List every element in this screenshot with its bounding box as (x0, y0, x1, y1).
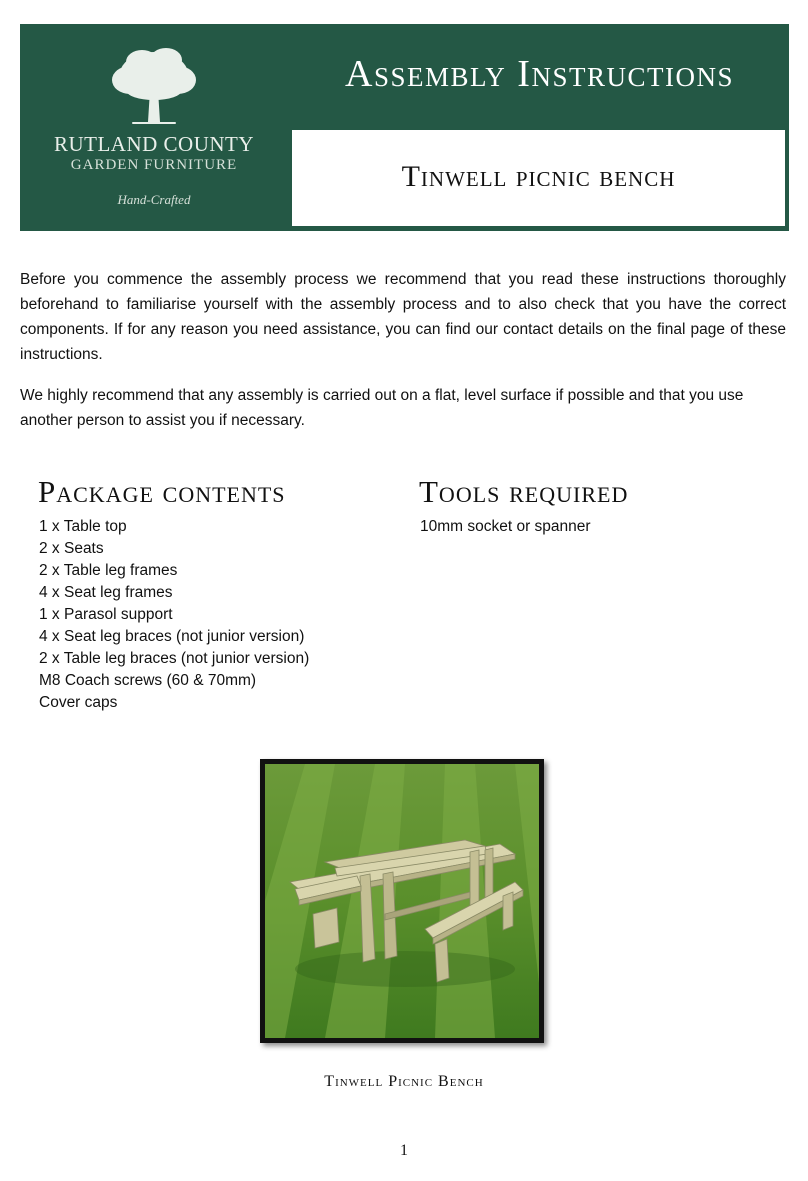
brand-subtitle: GARDEN FURNITURE (70, 157, 238, 173)
list-item: 4 x Seat leg braces (not junior version) (39, 628, 305, 645)
tools-required-list (420, 516, 591, 538)
list-item: 1 x Parasol support (39, 606, 173, 623)
list-item: 10mm socket or spanner (420, 518, 591, 535)
oak-tree-icon (104, 46, 204, 128)
brand-logo (20, 24, 288, 230)
tools-required-heading: Tools required (419, 474, 629, 509)
intro-paragraph-1: Before you commence the assembly process we recommend that you read these instructions thoroughly beforehand to familiarise yourself with the assembly process and to also check that you have the correct components. If for any reason you need assistance, you can find our contact details on the final page of these instructions. (20, 271, 786, 363)
package-contents-heading: Package contents (38, 474, 286, 509)
page-title: Assembly Instructions (345, 53, 734, 95)
list-item: 2 x Seats (39, 540, 104, 557)
product-title-box (292, 130, 785, 226)
photo-caption: Tinwell Picnic Bench (324, 1073, 484, 1090)
header-banner (20, 24, 789, 230)
list-item: 1 x Table top (39, 518, 127, 535)
intro-paragraph-2: We highly recommend that any assembly is carried out on a flat, level surface if possible and that you use another person to assist you if necessary. (20, 387, 744, 429)
brand-name: RUTLAND COUNTY (53, 132, 255, 156)
picnic-bench-image (265, 764, 539, 1038)
brand-tagline: Hand-Crafted (117, 192, 191, 207)
list-item: 2 x Table leg frames (39, 562, 178, 579)
page-number: 1 (400, 1142, 408, 1159)
list-item: M8 Coach screws (60 & 70mm) (39, 672, 257, 689)
list-item: 2 x Table leg braces (not junior version) (39, 650, 310, 667)
product-name: Tinwell picnic bench (401, 160, 676, 193)
package-contents-list (39, 516, 309, 714)
product-photo (260, 759, 544, 1043)
list-item: Cover caps (39, 694, 118, 711)
list-item: 4 x Seat leg frames (39, 584, 173, 601)
header-divider (20, 228, 789, 231)
